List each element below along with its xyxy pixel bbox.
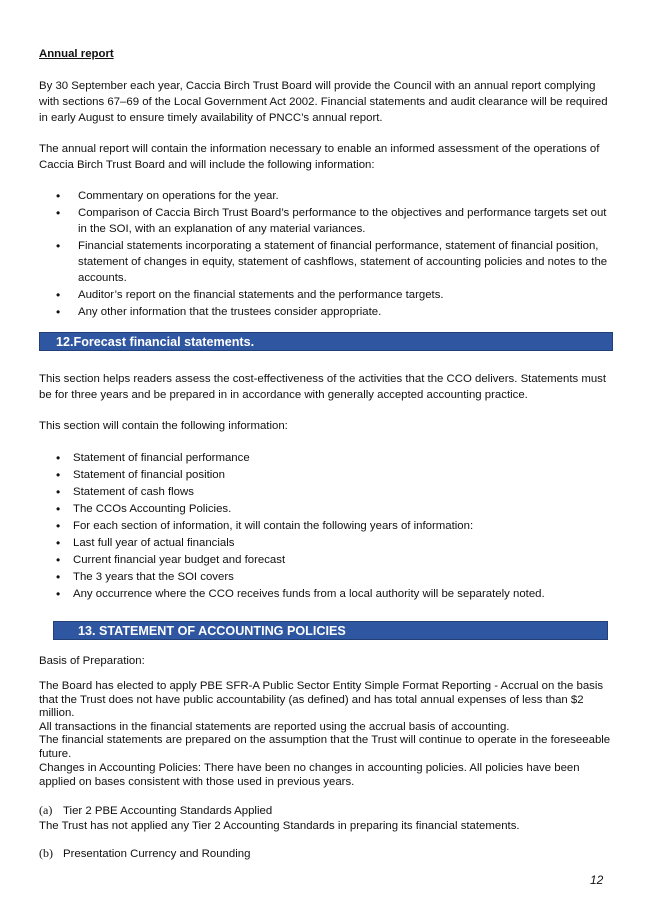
item-a-text: The Trust has not applied any Tier 2 Accounting Standards in preparing its financial statements. bbox=[39, 820, 520, 832]
item-a-title: Tier 2 PBE Accounting Standards Applied bbox=[63, 805, 273, 817]
going-concern-text: The financial statements are prepared on the assumption that the Trust will continue to operate in the foreseeable future. bbox=[39, 734, 611, 760]
list-item: • Commentary on operations for the year. bbox=[56, 189, 279, 203]
section-12-heading bbox=[39, 332, 613, 351]
section-13-title: 13. STATEMENT OF ACCOUNTING POLICIES bbox=[78, 624, 346, 638]
page-number: 12 bbox=[590, 873, 604, 887]
bullet-icon: • bbox=[56, 305, 61, 319]
bullet-icon: • bbox=[56, 451, 61, 465]
bullet-icon: • bbox=[56, 189, 61, 203]
list-item: • Comparison of Caccia Birch Trust Board’s performance to the objectives and performance targets set out in the SOI, with an explanation of any material variances. bbox=[56, 206, 607, 235]
section-12-title: Forecast financial statements. bbox=[73, 335, 255, 349]
annual-report-heading: Annual report bbox=[39, 48, 114, 60]
item-a-marker: (a) bbox=[39, 803, 53, 817]
annual-report-bullet-list bbox=[56, 188, 608, 321]
section-13-heading bbox=[53, 621, 608, 640]
section-12-bullet-list bbox=[56, 450, 608, 603]
bullet-icon: • bbox=[56, 570, 61, 584]
section-12-number: 12. bbox=[56, 335, 74, 349]
list-item: • Statement of cash flows bbox=[56, 485, 194, 499]
list-item: • Financial statements incorporating a statement of financial performance, statement of financial position, statement of changes in equity, statement of cashflows, statement of accounting policies and notes to the accounts. bbox=[56, 239, 608, 284]
basis-of-preparation-label: Basis of Preparation: bbox=[39, 655, 145, 667]
bullet-icon: • bbox=[56, 519, 61, 533]
section-12-para2: This section will contain the following information: bbox=[39, 420, 288, 432]
bullet-icon: • bbox=[56, 587, 61, 601]
item-b-title: Presentation Currency and Rounding bbox=[63, 848, 251, 860]
list-item: • Statement of financial position bbox=[56, 468, 225, 482]
list-item: • The CCOs Accounting Policies. bbox=[56, 502, 232, 516]
bullet-icon: • bbox=[56, 502, 61, 516]
list-item: • Any other information that the trustees consider appropriate. bbox=[56, 305, 382, 319]
item-b-marker: (b) bbox=[39, 846, 53, 860]
list-item: • Auditor’s report on the financial statements and the performance targets. bbox=[56, 288, 444, 302]
changes-in-policies-text: Changes in Accounting Policies: There have been no changes in accounting policies. All policies have been applied on bases consistent with those used in previous years. bbox=[39, 762, 580, 788]
annual-report-para2: The annual report will contain the information necessary to enable an informed assessment of the operations of Caccia Birch Trust Board and will include the following information: bbox=[39, 143, 600, 171]
basis-of-preparation-text: The Board has elected to apply PBE SFR-A Public Sector Entity Simple Format Reporting - Accrual on the basis that the Trust does not have public accountability (as defined) and has total annual expenses of less than $2 million. bbox=[39, 680, 604, 719]
section-12-para1: This section helps readers assess the cost-effectiveness of the activities that the CCO delivers. Statements must be for three years and be prepared in in accordance with generally accepted accounting practice. bbox=[39, 373, 607, 401]
bullet-icon: • bbox=[56, 288, 61, 302]
bullet-icon: • bbox=[56, 485, 61, 499]
annual-report-para1: By 30 September each year, Caccia Birch Trust Board will provide the Council with an annual report complying with sections 67–69 of the Local Government Act 2002. Financial statements and audit clearance will be required in early August to ensure timely availability of PNCC’s annual report. bbox=[39, 80, 608, 124]
list-item: • The 3 years that the SOI covers bbox=[56, 570, 234, 584]
list-item: • Statement of financial performance bbox=[56, 451, 250, 465]
list-item: • Current financial year budget and forecast bbox=[56, 553, 286, 567]
item-a-heading bbox=[39, 802, 272, 819]
accrual-basis-text: All transactions in the financial statements are reported using the accrual basis of accounting. bbox=[39, 721, 510, 733]
list-item: • For each section of information, it will contain the following years of information: bbox=[56, 519, 474, 533]
list-item: • Last full year of actual financials bbox=[56, 536, 235, 550]
bullet-icon: • bbox=[56, 206, 61, 220]
bullet-icon: • bbox=[56, 468, 61, 482]
bullet-icon: • bbox=[56, 536, 61, 550]
item-b-heading bbox=[39, 845, 250, 862]
bullet-icon: • bbox=[56, 553, 61, 567]
list-item: • Any occurrence where the CCO receives funds from a local authority will be separately noted. bbox=[56, 587, 545, 601]
bullet-icon: • bbox=[56, 239, 61, 253]
